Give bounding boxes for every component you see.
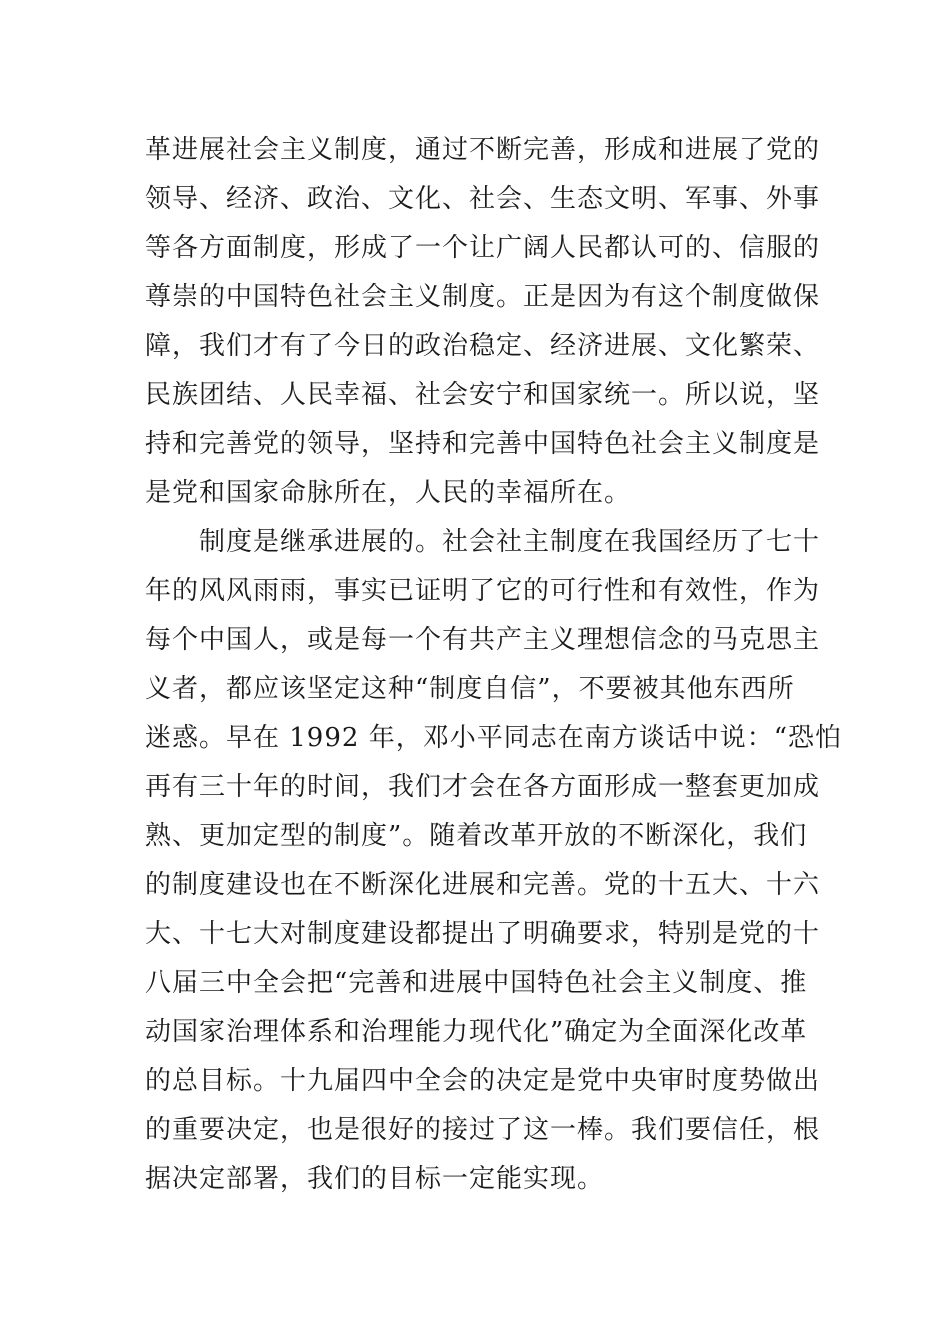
text-line: 领导、经济、政治、文化、社会、生态文明、军事、外事 xyxy=(145,184,821,214)
text-line: 年的风风雨雨，事实已证明了它的可行性和有效性，作为 xyxy=(145,576,821,606)
text-line: 的重要决定，也是很好的接过了这一棒。我们要信任，根 xyxy=(145,1115,821,1145)
text-line: 动国家治理体系和治理能力现代化”确定为全面深化改革 xyxy=(145,1017,808,1047)
text-line: 的制度建设也在不断深化进展和完善。党的十五大、十六 xyxy=(145,870,821,900)
text-line: 制度是继承进展的。社会社主制度在我国经历了七十 xyxy=(199,527,821,557)
text-line: 据决定部署，我们的目标一定能实现。 xyxy=(145,1164,605,1194)
text-line: 民族团结、人民幸福、社会安宁和国家统一。所以说，坚 xyxy=(145,380,821,410)
text-line: 大、十七大对制度建设都提出了明确要求，特别是党的十 xyxy=(145,919,821,949)
text-line: 八届三中全会把“完善和进展中国特色社会主义制度、推 xyxy=(145,968,808,998)
text-line: 熟、更加定型的制度”。随着改革开放的不断深化，我们 xyxy=(145,821,808,851)
text-line: 的总目标。十九届四中全会的决定是党中央审时度势做出 xyxy=(145,1066,821,1096)
text-line: 迷惑。早在 1992 年，邓小平同志在南方谈话中说：“恐怕 xyxy=(145,723,842,753)
text-line: 革进展社会主义制度，通过不断完善，形成和进展了党的 xyxy=(145,135,821,165)
text-line: 持和完善党的领导，坚持和完善中国特色社会主义制度是 xyxy=(145,429,821,459)
paragraph-2 xyxy=(145,518,842,1204)
text-line: 障，我们才有了今日的政治稳定、经济进展、文化繁荣、 xyxy=(145,331,821,361)
text-line: 再有三十年的时间，我们才会在各方面形成一整套更加成 xyxy=(145,772,821,802)
paragraph-1 xyxy=(145,126,821,518)
text-line: 尊崇的中国特色社会主义制度。正是因为有这个制度做保 xyxy=(145,282,821,312)
text-line: 义者，都应该坚定这种“制度自信”，不要被其他东西所 xyxy=(145,674,795,704)
text-line: 是党和国家命脉所在，人民的幸福所在。 xyxy=(145,478,632,508)
text-line: 等各方面制度，形成了一个让广阔人民都认可的、信服的 xyxy=(145,233,821,263)
body-text xyxy=(145,126,842,1204)
text-line: 每个中国人，或是每一个有共产主义理想信念的马克思主 xyxy=(145,625,821,655)
